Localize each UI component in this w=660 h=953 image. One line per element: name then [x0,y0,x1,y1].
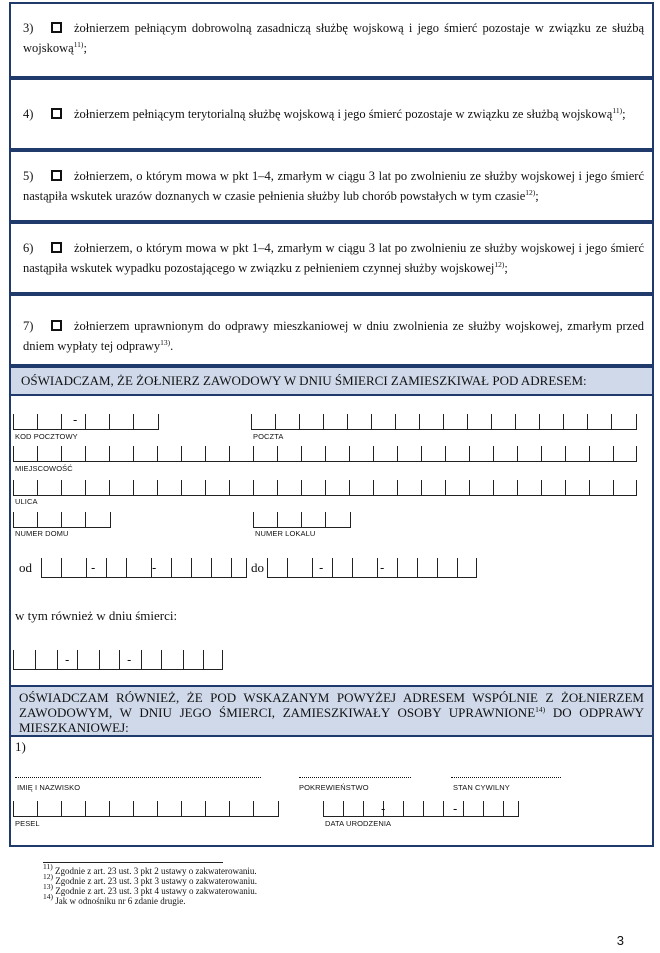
footnotes [43,862,257,906]
period-from-dash-2: - [152,560,157,575]
period-from-label: od [19,560,32,575]
footnote-text: Zgodnie z art. 23 ust. 3 pkt 2 ustawy o zakwaterowaniu. [54,866,257,876]
pesel-field[interactable] [13,801,279,817]
footnote-marker: 12) [43,872,53,881]
declaration-item-4 [23,104,644,124]
footnote-ref: 11) [73,40,84,49]
name-field[interactable] [15,768,261,778]
footnote-ref: 14) [535,705,546,714]
page-number: 3 [616,933,624,948]
footnote [43,882,257,896]
item-tail: . [170,339,174,353]
footnote-text: Zgodnie z art. 23 ust. 3 pkt 4 ustawy o zakwaterowaniu. [55,886,257,896]
address-header [9,366,654,396]
post-office-label: POCZTA [253,432,284,441]
footnote-text: Jak w odnośniku nr 6 zdanie drugie. [55,896,186,906]
birth-date-label: DATA URODZENIA [325,819,392,828]
birth-date-field[interactable] [323,801,519,817]
item-number: 6) [23,241,34,255]
item-tail: ; [535,189,539,203]
declaration-item-3 [23,18,644,58]
item-box-4 [9,78,654,150]
item-number: 7) [23,319,34,333]
footnote-separator [43,862,223,863]
period-to-dash-2: - [380,560,385,575]
person-section [9,737,654,847]
footnote-ref: 13) [160,338,171,347]
footnote-marker: 13) [43,882,53,891]
checkbox-item-3[interactable] [51,22,62,33]
checkbox-item-5[interactable] [51,170,62,181]
period-from-dash-1: - [91,560,96,575]
footnote-ref: 11) [612,106,623,115]
item-tail: ; [83,41,87,55]
birth-date-dash-1: - [381,801,386,816]
kinship-field[interactable] [299,768,411,778]
item-text: żołnierzem uprawnionym do odprawy mieszkaniowej w dniu zwolnienia ze służby wojskowej, zmarłym przed dniem wypłaty tej odprawy [23,319,644,353]
footnote [43,892,257,906]
period-from-field[interactable] [41,558,247,578]
item-text: żołnierzem pełniącym terytorialną służbę wojskową i jego śmierć pozostaje w związku ze służbą wojskową [74,107,613,121]
street-field[interactable] [13,480,637,496]
pesel-label: PESEL [15,819,40,828]
item-box-3 [9,2,654,78]
footnote [43,872,257,886]
item-tail: ; [622,107,626,121]
item-number: 4) [23,107,34,121]
footnote [43,862,257,876]
persons-header-text: OŚWIADCZAM RÓWNIEŻ, ŻE POD WSKAZANYM POWYŻEJ ADRESEM WSPÓLNIE Z ŻOŁNIERZEM ZAWODOWYM, W DNIU JEGO ŚMIERCI, ZAMIESZKIWAŁY OSOBY UPRAWNIONE [19,690,644,720]
house-number-label: NUMER DOMU [15,529,69,538]
period-to-dash-1: - [319,560,324,575]
item-number: 5) [23,169,34,183]
postal-code-label: KOD POCZTOWY [15,432,78,441]
on-death-day-date-field[interactable] [13,650,223,670]
apartment-number-field[interactable] [253,512,351,528]
item-box-6 [9,222,654,294]
postal-code-field[interactable] [13,414,159,430]
item-box-5 [9,150,654,222]
address-header-text: OŚWIADCZAM, ŻE ŻOŁNIERZ ZAWODOWY W DNIU ŚMIERCI ZAMIESZKIWAŁ POD ADRESEM: [21,373,587,388]
checkbox-item-4[interactable] [51,108,62,119]
person-number: 1) [15,739,26,754]
street-label: ULICA [15,497,38,506]
birth-date-dash-2: - [453,801,458,816]
kinship-label: POKREWIEŃSTWO [299,783,369,792]
footnote-ref: 12) [494,260,505,269]
checkbox-item-6[interactable] [51,242,62,253]
address-section [9,396,654,685]
on-death-day-dash-2: - [127,652,132,667]
footnote-text: Zgodnie z art. 23 ust. 3 pkt 3 ustawy o zakwaterowaniu. [55,876,257,886]
period-to-label: do [251,560,264,575]
footnote-marker: 14) [43,892,53,901]
on-death-day-label: w tym również w dniu śmierci: [15,608,178,623]
item-tail: ; [504,261,508,275]
on-death-day-dash-1: - [65,652,70,667]
checkbox-item-7[interactable] [51,320,62,331]
city-label: MIEJSCOWOŚĆ [15,464,73,473]
persons-header-tail: DO ODPRAWY MIESZKANIOWEJ: [19,705,644,735]
name-label: IMIĘ I NAZWISKO [17,783,81,792]
civil-status-field[interactable] [451,768,561,778]
item-text: żołnierzem pełniącym dobrowolną zasadniczą służbę wojskową i jego śmierć pozostaje w związku ze służbą wojskową [23,21,644,55]
item-text: żołnierzem, o którym mowa w pkt 1–4, zmarłym w ciągu 3 lat po zwolnieniu ze służby wojskowej i jego śmierć nastąpiła wskutek urazów doznanych w czasie pełnienia służby lub chorób powstałych w tym czasie [23,169,644,203]
footnote-marker: 11) [43,862,53,871]
house-number-field[interactable] [13,512,111,528]
declaration-item-7 [23,316,644,356]
footnote-ref: 12) [525,188,536,197]
post-office-field[interactable] [251,414,637,430]
declaration-item-6 [23,238,644,278]
period-to-field[interactable] [267,558,477,578]
city-field[interactable] [13,446,637,462]
civil-status-label: STAN CYWILNY [453,783,510,792]
declaration-item-5 [23,166,644,206]
apartment-number-label: NUMER LOKALU [255,529,316,538]
item-text: żołnierzem, o którym mowa w pkt 1–4, zmarłym w ciągu 3 lat po zwolnieniu ze służby wojskowej i jego śmierć nastąpiła wskutek wypadku pozostającego w związku z pełnieniem czynnej służby wojskowej [23,241,644,275]
item-box-7 [9,294,654,366]
persons-header [9,685,654,737]
postal-code-dash: - [73,412,78,427]
item-number: 3) [23,21,34,35]
